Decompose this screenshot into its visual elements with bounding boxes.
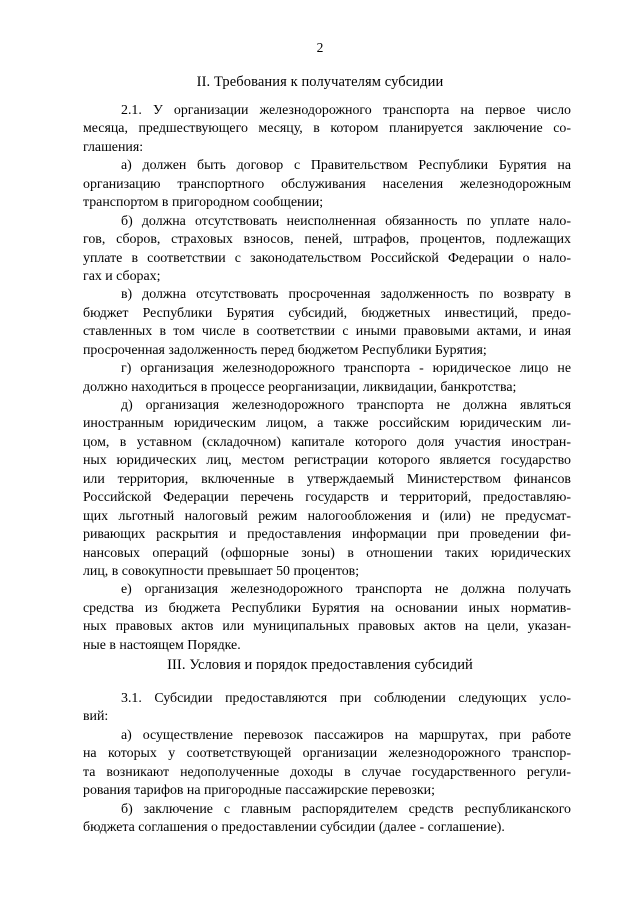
section-2-title: II. Требования к получателям субсидии <box>196 74 444 90</box>
paragraph-line: ные в настоящем Порядке. <box>83 637 241 653</box>
paragraph-line: транспортом в пригородном сообщении; <box>83 195 324 211</box>
paragraph-line: бюджет Республики Бурятия субсидий, бюджетных инвестиций, предо- <box>83 305 571 321</box>
paragraph-line: ных юридических лиц, местом регистрации которого является государство <box>83 453 571 469</box>
paragraph-line: а) осуществление перевозок пассажиров на маршрутах, при работе <box>121 727 571 743</box>
section-3-body <box>83 690 571 838</box>
paragraph-line: средства из бюджета Республики Бурятия на основании иных норматив- <box>83 600 571 616</box>
paragraph-line: глашения: <box>83 139 144 155</box>
paragraph-line: просроченная задолженность перед бюджетом Республики Бурятия; <box>83 342 487 358</box>
paragraph-line: 3.1. Субсидии предоставляются при соблюдении следующих усло- <box>121 691 571 706</box>
paragraph-line: д) организация железнодорожного транспорта не должна являться <box>121 398 571 413</box>
paragraph-line: а) должен быть договор с Правительством Республики Бурятия на <box>121 158 571 174</box>
paragraph-line: лиц, в совокупности превышает 50 процентов; <box>83 563 360 579</box>
paragraph-line: 2.1. У организации железнодорожного транспорта на первое число <box>121 103 571 118</box>
paragraph-line: Российской Федерации перечень государств и территорий, предоставляю- <box>83 490 571 506</box>
paragraph-line: бюджета соглашения о предоставлении субсидии (далее - соглашение). <box>83 820 505 836</box>
section-2-body <box>83 102 571 655</box>
paragraph-line: ривающих раскрытия и предоставления информации при проведении фи- <box>83 527 571 543</box>
paragraph-line: гов, сборов, страховых взносов, пеней, штрафов, процентов, подлежащих <box>83 232 571 248</box>
paragraph-line: рования тарифов на пригородные пассажирские перевозки; <box>83 783 435 799</box>
paragraph-line: е) организация железнодорожного транспорта не должна получать <box>121 582 571 598</box>
paragraph-line: б) заключение с главным распорядителем средств республиканского <box>121 801 571 817</box>
paragraph-line: ставленных в том числе в соответствии с иными правовыми актами, и иная <box>83 324 571 340</box>
paragraph-line: или территория, включенные в утверждаемый Министерством финансов <box>83 471 571 487</box>
paragraph-line: та возникают недополученные доходы в случае государственного регули- <box>83 764 571 780</box>
paragraph-line: гах и сборах; <box>83 268 161 284</box>
paragraph-line: уплате в соответствии с законодательством Российской Федерации о нало- <box>83 250 571 266</box>
paragraph-line: б) должна отсутствовать неисполненная обязанность по уплате нало- <box>121 213 571 229</box>
paragraph-line: иностранным юридическим лицом, а также российским юридическим ли- <box>83 416 571 432</box>
paragraph-line: вий: <box>83 709 109 725</box>
paragraph-line: цом, в уставном (складочном) капитале которого доля участия иностран- <box>83 434 571 450</box>
section-3-title: III. Условия и порядок предоставления субсидий <box>167 657 473 673</box>
paragraph-line: на которых у соответствующей организации железнодорожного транспор- <box>83 746 571 762</box>
paragraph-line: г) организация железнодорожного транспорта - юридическое лицо не <box>121 361 571 377</box>
paragraph-line: в) должна отсутствовать просроченная задолженность по возврату в <box>121 287 571 303</box>
page-number: 2 <box>316 40 324 55</box>
paragraph-line: ных правовых актов или муниципальных правовых актов на цели, указан- <box>83 619 571 635</box>
paragraph-line: месяца, предшествующего месяцу, в котором планируется заключение со- <box>83 121 571 137</box>
paragraph-line: организацию транспортного обслуживания населения железнодорожным <box>83 176 571 192</box>
paragraph-line: щих льготный налоговый режим налогообложения и (или) не предусмат- <box>83 508 571 524</box>
paragraph-line: нансовых операций (офшорные зоны) в отношении таких юридических <box>83 545 571 561</box>
paragraph-line: должно находиться в процессе реорганизации, ликвидации, банкротства; <box>83 379 517 395</box>
